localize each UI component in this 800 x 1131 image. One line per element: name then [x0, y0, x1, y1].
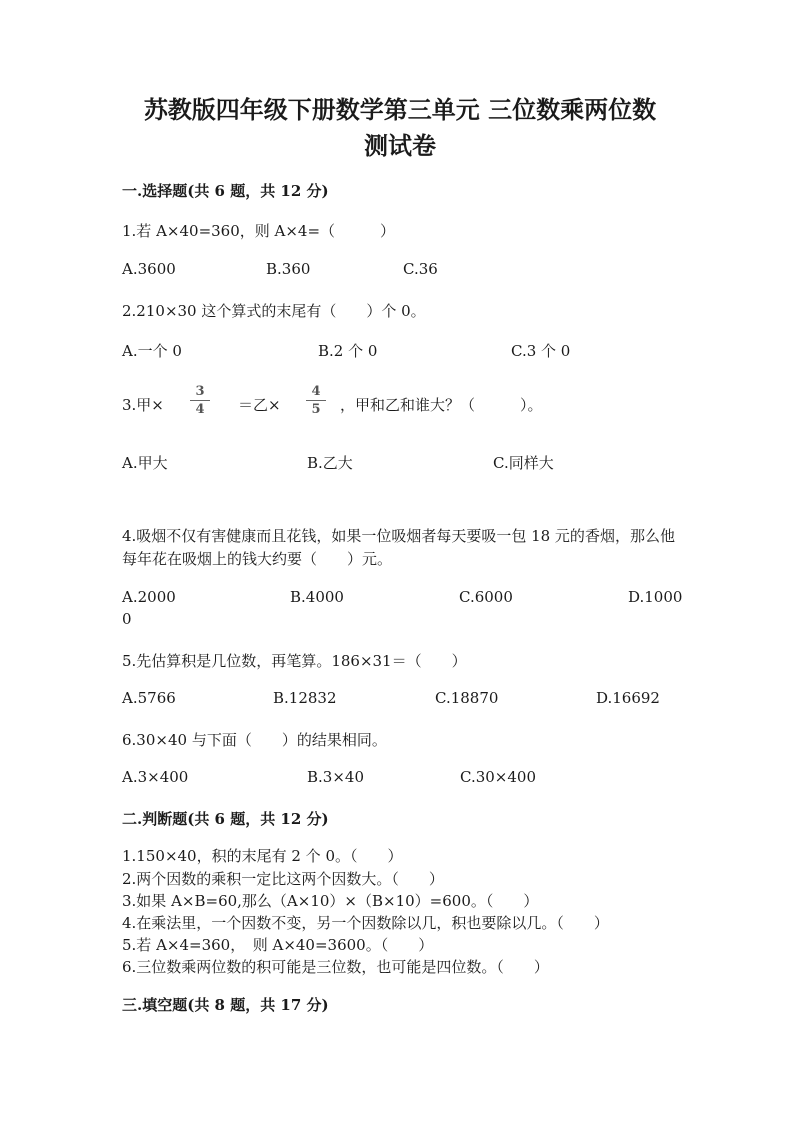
- page-title-line2: 测试卷: [364, 131, 436, 160]
- q3-option-c: C.同样大: [493, 454, 554, 472]
- tf-item-5: 5.若 A×4=360， 则 A×40=3600。（ ）: [122, 936, 434, 954]
- fraction-denominator: 5: [311, 402, 321, 417]
- q1-option-b: B.360: [266, 260, 311, 278]
- fraction-4-5: [306, 384, 326, 417]
- tf-item-2: 2.两个因数的乘积一定比这两个因数大。（ ）: [122, 870, 444, 888]
- tf-item-6: 6.三位数乘两位数的积可能是三位数，也可能是四位数。（ ）: [122, 958, 549, 976]
- q2-option-a: A.一个 0: [122, 342, 182, 360]
- q1-option-c: C.36: [403, 260, 438, 278]
- page-title-line1: 苏教版四年级下册数学第三单元 三位数乘两位数: [143, 95, 657, 124]
- q1-option-a: A.3600: [122, 260, 176, 278]
- fraction-numerator: 3: [195, 384, 205, 399]
- q5-option-b: B.12832: [273, 689, 337, 707]
- question-4: 4.吸烟不仅有害健康而且花钱，如果一位吸烟者每天要吸一包 18 元的香烟，那么他每年花在吸烟上的钱大约要（ ）元。: [122, 527, 675, 568]
- question-2: 2.210×30 这个算式的末尾有（ ）个 0。: [122, 302, 426, 320]
- q5-option-c: C.18870: [435, 689, 499, 707]
- question-5: 5.先估算积是几位数，再笔算。186×31＝（ ）: [122, 652, 467, 670]
- q4-option-d-continued: 0: [122, 610, 132, 628]
- q6-option-c: C.30×400: [460, 768, 536, 786]
- q6-option-b: B.3×40: [307, 768, 364, 786]
- q3-option-b: B.乙大: [307, 454, 353, 472]
- tf-item-1: 1.150×40，积的末尾有 2 个 0。（ ）: [122, 847, 403, 865]
- fraction-denominator: 4: [195, 402, 205, 417]
- q4-option-d: D.1000: [628, 588, 683, 606]
- q3-option-a: A.甲大: [122, 454, 168, 472]
- q4-option-c: C.6000: [459, 588, 513, 606]
- q2-option-c: C.3 个 0: [511, 342, 571, 360]
- q4-option-b: B.4000: [290, 588, 344, 606]
- question-3-part3: ，甲和乙和谁大？（ ）。: [340, 396, 543, 414]
- fraction-3-4: [190, 384, 210, 417]
- question-6: 6.30×40 与下面（ ）的结果相同。: [122, 731, 387, 749]
- q2-option-b: B.2 个 0: [318, 342, 378, 360]
- q5-option-a: A.5766: [122, 689, 176, 707]
- q5-option-d: D.16692: [596, 689, 660, 707]
- tf-item-4: 4.在乘法里，一个因数不变，另一个因数除以几，积也要除以几。（ ）: [122, 914, 609, 932]
- section-heading-fill-in: 三.填空题(共 8 题，共 17 分): [122, 996, 329, 1014]
- question-3-part1: 3.甲×: [122, 396, 164, 414]
- section-heading-true-false: 二.判断题(共 6 题，共 12 分): [122, 810, 329, 828]
- fraction-numerator: 4: [311, 384, 321, 399]
- question-3-part2: ＝乙×: [238, 396, 281, 414]
- q6-option-a: A.3×400: [122, 768, 189, 786]
- question-1: 1.若 A×40=360，则 A×4=（ ）: [122, 222, 396, 240]
- tf-item-3: 3.如果 A×B=60,那么（A×10）×（B×10）=600。（ ）: [122, 892, 539, 910]
- q4-option-a: A.2000: [122, 588, 176, 606]
- section-heading-choice: 一.选择题(共 6 题，共 12 分): [122, 182, 329, 200]
